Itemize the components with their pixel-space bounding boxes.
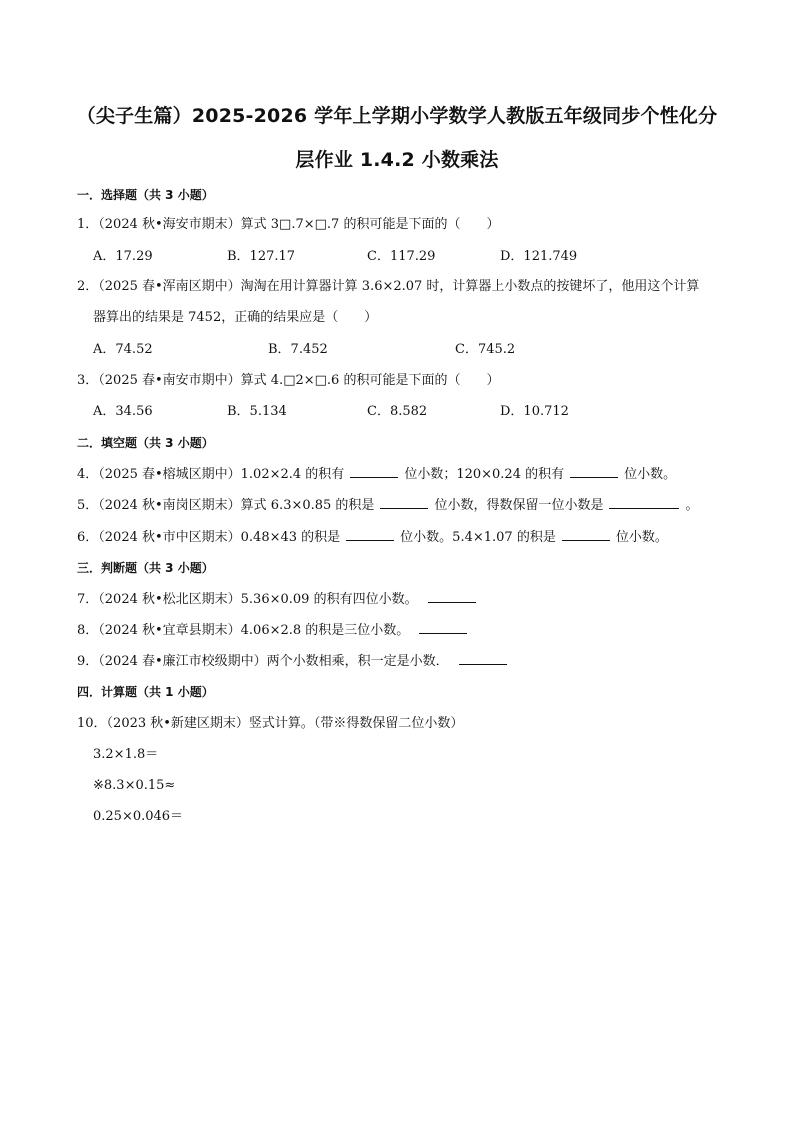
q1-option-a: A．17.29: [93, 249, 153, 264]
q4-text-part-1: 4．（2025 春•榕城区期中）1.02×2.4 的积有: [77, 467, 345, 482]
q6-answer-blank-2[interactable]: [562, 528, 610, 541]
section-heading-calculation: 四．计算题（共 1 小题）: [77, 685, 214, 699]
question-10-stem: 10．（2023 秋•新建区期末）竖式计算。（带※得数保留二位小数）: [77, 716, 464, 731]
q3-option-d: D．10.712: [500, 404, 569, 419]
document-title-line-2: 层作业 1.4.2 小数乘法: [295, 149, 499, 171]
q5-text-part-3: 。: [685, 498, 699, 513]
q2-option-c: C．745.2: [455, 342, 516, 357]
q9-answer-blank[interactable]: [459, 652, 507, 665]
q6-text-part-3: 位小数。: [615, 530, 668, 545]
q9-text: 9．（2024 春•廉江市校级期中）两个小数相乘，积一定是小数．: [77, 654, 449, 669]
q3-option-b: B．5.134: [227, 404, 287, 419]
question-1-stem: 1．（2024 秋•海安市期末）算式 3□.7×□.7 的积可能是下面的（ ）: [77, 217, 500, 232]
question-4: [77, 465, 676, 484]
question-8: [77, 621, 467, 640]
q5-text-part-2: 位小数，得数保留一位小数是: [434, 498, 604, 513]
q5-answer-blank-1[interactable]: [380, 496, 428, 509]
q1-option-b: B．127.17: [227, 249, 296, 264]
q10-item-1: 3.2×1.8＝: [93, 747, 159, 762]
q8-text: 8．（2024 秋•宜章县期末）4.06×2.8 的积是三位小数。: [77, 623, 410, 638]
q2-option-b: B．7.452: [268, 342, 328, 357]
q7-text: 7．（2024 秋•松北区期末）5.36×0.09 的积有四位小数。: [77, 592, 418, 607]
q5-text-part-1: 5．（2024 秋•南岗区期末）算式 6.3×0.85 的积是: [77, 498, 375, 513]
q3-option-c: C．8.582: [367, 404, 428, 419]
question-9: [77, 652, 507, 671]
q10-item-3: 0.25×0.046＝: [93, 809, 184, 824]
question-2-stem-line-1: 2．（2025 春•浑南区期中）淘淘在用计算器计算 3.6×2.07 时，计算器上小数点的按键坏了，他用这个计算: [77, 279, 700, 294]
q6-text-part-1: 6．（2024 秋•市中区期末）0.48×43 的积是: [77, 530, 341, 545]
q4-text-part-3: 位小数。: [624, 467, 677, 482]
question-5: [77, 496, 698, 515]
question-3-stem: 3．（2025 春•南安市期中）算式 4.□2×□.6 的积可能是下面的（ ）: [77, 373, 500, 388]
section-heading-choice: 一．选择题（共 3 小题）: [77, 188, 214, 202]
question-2-stem-line-2: 器算出的结果是 7452，正确的结果应是（ ）: [93, 310, 378, 325]
q10-item-2: ※8.3×0.15≈: [93, 778, 176, 793]
q4-answer-blank-1[interactable]: [350, 465, 398, 478]
q2-option-a: A．74.52: [93, 342, 153, 357]
document-title-line-1: （尖子生篇）2025-2026 学年上学期小学数学人教版五年级同步个性化分: [76, 105, 718, 127]
question-6: [77, 528, 668, 547]
q6-answer-blank-1[interactable]: [346, 528, 394, 541]
q1-option-d: D．121.749: [500, 249, 578, 264]
q6-text-part-2: 位小数。5.4×1.07 的积是: [400, 530, 556, 545]
q1-option-c: C．117.29: [367, 249, 436, 264]
section-heading-fill-in: 二．填空题（共 3 小题）: [77, 436, 214, 450]
question-7: [77, 590, 476, 609]
q4-text-part-2: 位小数；120×0.24 的积有: [404, 467, 565, 482]
q8-answer-blank[interactable]: [419, 621, 467, 634]
q4-answer-blank-2[interactable]: [570, 465, 618, 478]
section-heading-true-false: 三．判断题（共 3 小题）: [77, 561, 214, 575]
q7-answer-blank[interactable]: [428, 590, 476, 603]
q3-option-a: A．34.56: [93, 404, 153, 419]
q5-answer-blank-2[interactable]: [609, 496, 679, 509]
